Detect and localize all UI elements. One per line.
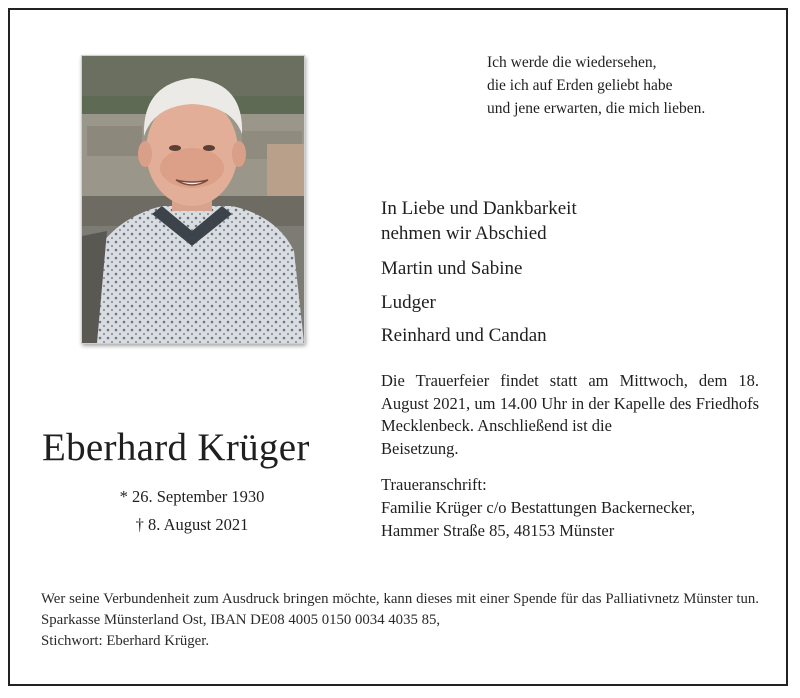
poem-quote xyxy=(487,51,705,120)
birth-date: * 26. September 1930 xyxy=(119,487,265,506)
address-line: Familie Krüger c/o Bestattungen Backernecker, xyxy=(381,498,696,517)
service-line: Beisetzung. xyxy=(381,438,459,458)
service-line: 18. August 2021, um 14.00 Uhr in der Kapelle xyxy=(381,371,760,413)
service-line: Die Trauerfeier findet statt am Mittwoch, dem xyxy=(381,371,728,390)
deceased-name: Eberhard Krüger xyxy=(42,426,310,469)
poem-line: Ich werde die wiedersehen, xyxy=(487,54,657,71)
donation-line: Palliativnetz Münster tun. Sparkasse Münsterland Ost, IBAN DE08 4005 0150 0034 4035 85, xyxy=(41,591,759,628)
farewell-heading xyxy=(381,196,577,246)
address-label: Traueranschrift: xyxy=(381,475,487,494)
donation-line: Stichwort: Eberhard Krüger. xyxy=(41,633,210,649)
funeral-service-notice xyxy=(381,370,759,460)
poem-line: und jene erwarten, die mich lieben. xyxy=(487,100,706,117)
family-member: Ludger xyxy=(381,292,436,313)
death-date: † 8. August 2021 xyxy=(135,515,249,534)
family-member: Reinhard und Candan xyxy=(381,325,547,346)
family-member: Martin und Sabine xyxy=(381,258,523,279)
farewell-line: In Liebe und Dankbarkeit xyxy=(381,198,577,219)
farewell-line: nehmen wir Abschied xyxy=(381,223,547,244)
donation-note xyxy=(41,589,759,652)
poem-line: die ich auf Erden geliebt habe xyxy=(487,77,673,94)
mourning-address xyxy=(381,473,695,542)
donation-line: Wer seine Verbundenheit zum Ausdruck bringen möchte, kann dieses mit einer Spende für das xyxy=(41,591,602,607)
service-line: des Friedhofs Mecklenbeck. Anschließend ist die xyxy=(381,393,759,435)
portrait-photo xyxy=(81,55,305,344)
address-line: Hammer Straße 85, 48153 Münster xyxy=(381,521,615,540)
